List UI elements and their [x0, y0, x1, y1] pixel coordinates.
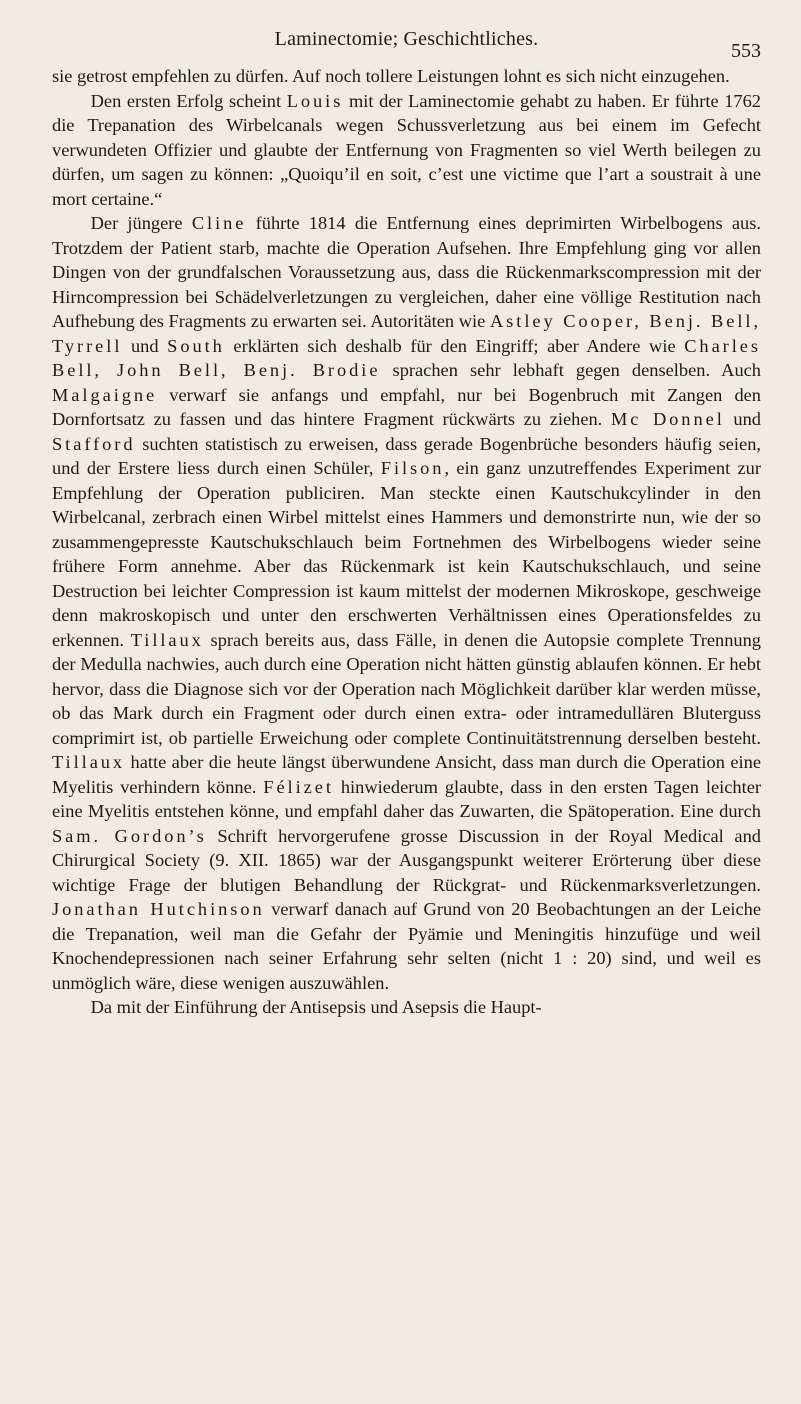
text-run: verwarf sie anfangs und empfahl, nur bei Bogenbruch mit Zangen den Dornfortsatz zu fassen und das hintere Fragment rückwärts zu ziehen.: [52, 384, 761, 429]
text-run: Der jüngere: [90, 213, 192, 233]
spaced-name: Jonathan Hutchinson: [52, 899, 265, 919]
spaced-name: Félizet: [263, 776, 334, 797]
paragraph: [52, 211, 761, 995]
running-title: Laminectomie; Geschichtliches.: [274, 28, 539, 50]
paragraph: [52, 995, 761, 1020]
page-number: 553: [731, 40, 761, 62]
text-run: Da mit der Einführung der Antisepsis und Asepsis die Haupt-: [90, 997, 542, 1017]
text-run: mit der Laminectomie gehabt zu haben. Er führte 1762 die Trepanation des Wirbelcanals wegen Schussverletzung aus bei einem im Gefecht verwundeten Offizier und glaubte der Entfernung von Fragmenten so viel Werth beilegen zu dürfen, um sagen zu können: „Quoiqu’il en soit, c’est une victime que l’art a soustrait à une mort certaine.“: [52, 90, 761, 209]
spaced-name: Stafford: [52, 433, 136, 454]
text-run: verwarf danach auf Grund von 20 Beobachtungen an der Leiche die Trepanation, weil man die Gefahr der Pyämie und Meningitis hinzufüge und weil Knochendepressionen nach seiner Erfahrung sehr selten (nicht 1 : 20) sind, und weil es unmöglich wäre, diese wenigen auszuwählen.: [52, 899, 762, 993]
text-run: sprach bereits aus, dass Fälle, in denen die Autopsie complete Trennung der Medulla nachwies, auch durch eine Operation nicht hätten günstig ablaufen können. Er hebt hervor, dass die Diagnose sich vor der Operation nach Möglichkeit darüber klar werden müsse, ob das Mark durch ein Fragment oder durch einen extra- oder intramedullären Bluterguss comprimirt ist, ob partielle Erweichung oder complete Continuitätstrennung derselben besteht.: [52, 629, 761, 748]
spaced-name: Louis: [286, 90, 344, 111]
spaced-name: Tillaux: [130, 629, 204, 650]
spaced-name: Cline: [191, 213, 247, 233]
spaced-name: Sam. Gordon’s: [52, 825, 207, 846]
spaced-name: South: [167, 335, 225, 356]
text-run: erklärten sich deshalb für den Eingriff; aber Andere wie: [224, 335, 685, 356]
text-run: hatte aber die heute längst überwundene Ansicht, dass man durch die Operation eine Myelitis verhindern könne.: [52, 752, 761, 797]
text-run: Den ersten Erfolg scheint: [90, 90, 287, 111]
spaced-name: Filson: [380, 458, 445, 478]
text-run: hinwiederum glaubte, dass in den ersten Tagen leichter eine Myelitis entstehen könne, und empfahl daher das Zuwarten, die Spätoperation. Eine durch: [52, 776, 761, 821]
text-run: , ein ganz unzutreffendes Experiment zur Empfehlung der Operation publiciren. Man steckte einen Kautschukcylinder in den Wirbelcanal, zerbrach einen Wirbel mittelst eines Hammers und demonstrirte nun, wie der so zusammengepresste Kautschukschlauch beim Fortnehmen des Wirbelbogens wieder seine frühere Form annehme. Aber das Rückenmark ist kein Kautschukschlauch, und seine Destruction bei leichter Compression ist kaum mittelst der modernen Mikroskope, geschweige denn makroskopisch und unter den erschwerten Verhältnissen eines Operationsfeldes zu erkennen.: [52, 458, 761, 650]
paragraph: [52, 64, 761, 89]
body-text: [52, 64, 761, 1020]
page-header: [52, 28, 761, 64]
spaced-name: Tillaux: [52, 752, 126, 772]
spaced-name: Malgaigne: [52, 384, 158, 405]
spaced-name: Astley Cooper, Benj. Bell, Tyrrell: [52, 311, 761, 356]
text-run: sprachen sehr lebhaft gegen denselben. Auch: [380, 360, 761, 380]
text-run: suchten statistisch zu erweisen, dass gerade Bogenbrüche besonders häufig seien, und der Erstere liess durch einen Schüler,: [52, 433, 761, 478]
text-run: und: [724, 409, 761, 429]
text-run: und: [122, 335, 168, 356]
spaced-name: Charles Bell, John Bell, Benj. Brodie: [52, 335, 762, 380]
text-run: Schrift hervorgerufene grosse Discussion in der Royal Medical and Chirurgical Society (9. XII. 1865) war der Ausgangspunkt weiterer Erörterung über diese wichtige Frage der blutigen Behandlung der Rückgrat- und Rückenmarksverletzungen.: [52, 825, 761, 895]
text-run: führte 1814 die Entfernung eines deprimirten Wirbelbogens aus. Trotzdem der Patient starb, machte die Operation Aufsehen. Ihre Empfehlung ging vor allen Dingen von der grundfalschen Voraussetzung aus, dass die Rückenmarkscompression mit der Hirncompression bei Schädelverletzungen zu vergleichen, daher eine völlige Restitution nach Aufhebung des Fragments zu erwarten sei. Autoritäten wie: [52, 213, 761, 331]
paragraph: [52, 89, 761, 212]
spaced-name: Mc Donnel: [610, 409, 725, 429]
text-run: sie getrost empfehlen zu dürfen. Auf noch tollere Leistungen lohnt es sich nicht einzugehen.: [52, 66, 730, 86]
